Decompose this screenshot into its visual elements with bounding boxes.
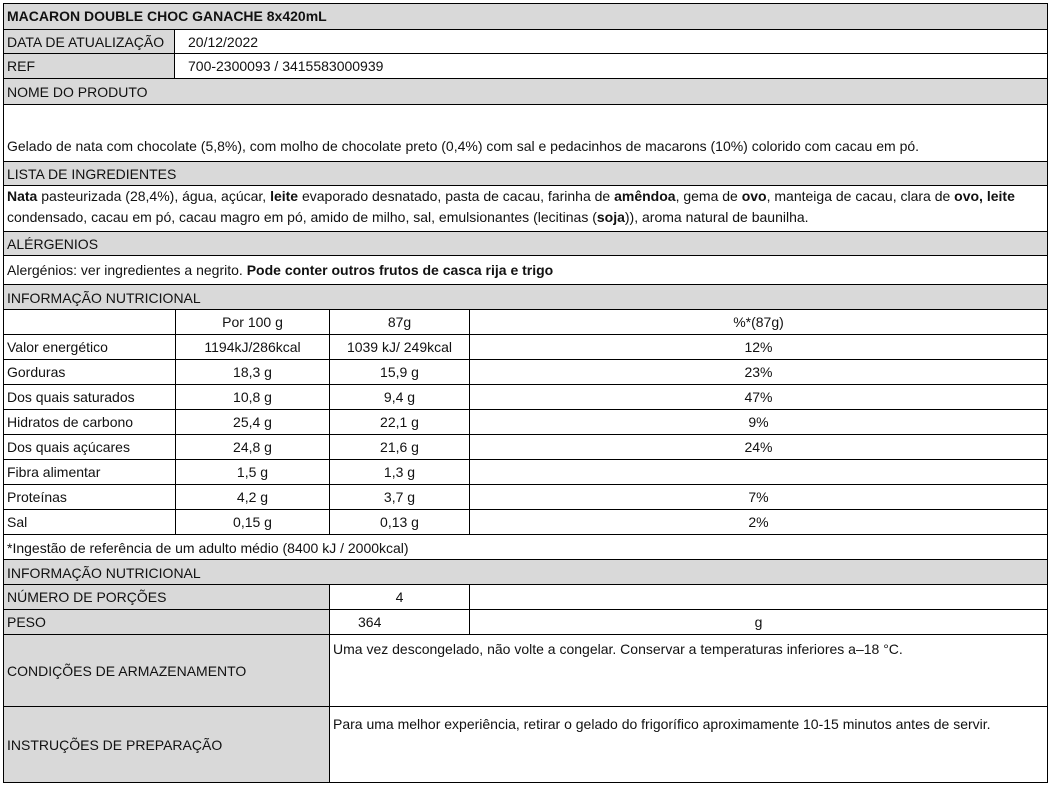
nutrition-header-per100: Por 100 g <box>176 310 330 334</box>
nutrient-portion: 1039 kJ/ 249kcal <box>330 335 470 359</box>
product-description: Gelado de nata com chocolate (5,8%), com molho de chocolate preto (0,4%) com sal e pedacinhos de macarons (10%) colorido com cacau em pó. <box>7 138 920 154</box>
allergens-warning: Pode conter outros frutos de casca rija e trigo <box>246 262 554 278</box>
nutrient-name: Proteínas <box>4 485 176 509</box>
ingredient-allergen: soja <box>596 209 625 225</box>
nutrition-header <box>4 285 1047 310</box>
update-value: 20/12/2022 <box>188 33 259 50</box>
preparation-text: Para uma melhor experiência, retirar o gelado do frigorífico aproximamente 10-15 minutos antes de servir. <box>333 716 991 732</box>
nutrient-name: Gorduras <box>4 360 176 384</box>
nutrition-header-ri: %*(87g) <box>733 314 784 330</box>
nutrient-per100: 1194kJ/286kcal <box>176 335 330 359</box>
nutrient-ri: 7% <box>748 489 769 505</box>
nutrient-ri <box>470 460 1047 484</box>
ref-label: REF <box>4 54 175 78</box>
ingredient-text: , gema de <box>675 188 742 204</box>
ref-value: 700-2300093 / 3415583000939 <box>188 58 384 74</box>
weight-label: PESO <box>4 610 330 634</box>
product-description-row <box>4 105 1047 162</box>
nutrient-ri: 23% <box>744 364 773 380</box>
portions-row <box>4 585 1047 610</box>
nutrient-ri: 24% <box>744 439 773 455</box>
allergens-header <box>4 232 1047 256</box>
nutrient-name: Valor energético <box>4 335 176 359</box>
ingredients-label: LISTA DE INGREDIENTES <box>7 166 177 182</box>
nutrient-name: Dos quais saturados <box>4 385 176 409</box>
ingredient-allergen: Nata <box>7 188 38 204</box>
nutrition-column-headers <box>4 310 1047 335</box>
nutrition-footnote: *Ingestão de referência de um adulto médio (8400 kJ / 2000kcal) <box>7 540 409 556</box>
nutrient-ri: 9% <box>748 414 769 430</box>
ingredient-text: evaporado desnatado, pasta de cacau, farinha de <box>298 188 615 204</box>
allergens-label: ALÉRGENIOS <box>7 236 99 252</box>
weight-value: 364 <box>330 610 470 634</box>
product-spec-sheet <box>3 3 1048 783</box>
nutrient-portion: 0,13 g <box>330 510 470 534</box>
storage-text: Uma vez descongelado, não volte a congelar. Conservar a temperaturas inferiores a–18 °C. <box>333 641 903 657</box>
nutrient-portion: 3,7 g <box>330 485 470 509</box>
preparation-row <box>4 707 1047 782</box>
nutrition2-header <box>4 560 1047 585</box>
nutrient-ri: 12% <box>744 339 773 355</box>
product-title: MACARON DOUBLE CHOC GANACHE 8x420mL <box>7 8 327 24</box>
nutrient-portion: 21,6 g <box>330 435 470 459</box>
storage-label: CONDIÇÕES DE ARMAZENAMENTO <box>4 635 330 706</box>
ingredient-text: pasteurizada (28,4%), água, açúcar, <box>37 188 271 204</box>
nutrient-per100: 18,3 g <box>176 360 330 384</box>
nutrient-per100: 24,8 g <box>176 435 330 459</box>
nutrient-portion: 15,9 g <box>330 360 470 384</box>
nutrient-per100: 1,5 g <box>176 460 330 484</box>
nutrition-row <box>4 360 1047 385</box>
ingredient-allergen: amêndoa <box>614 188 676 204</box>
ingredient-text: condensado, cacau em pó, cacau magro em pó, amido de milho, sal, emulsionantes (lecitinas ( <box>7 209 597 225</box>
nutrition-row <box>4 335 1047 360</box>
nutrient-name: Hidratos de carbono <box>4 410 176 434</box>
allergens-text <box>7 262 553 278</box>
nutrition-row <box>4 485 1047 510</box>
nutrient-per100: 4,2 g <box>176 485 330 509</box>
weight-unit: g <box>754 614 763 630</box>
nutrient-name: Sal <box>4 510 176 534</box>
nutrient-portion: 9,4 g <box>330 385 470 409</box>
nutrition-row <box>4 435 1047 460</box>
portions-empty <box>470 585 1047 609</box>
nutrition-row <box>4 460 1047 485</box>
nutrition-header-name <box>4 310 176 334</box>
nutrition-footnote-row <box>4 535 1047 560</box>
nutrient-name: Fibra alimentar <box>4 460 176 484</box>
nutrition-label: INFORMAÇÃO NUTRICIONAL <box>7 290 201 306</box>
nutrient-ri: 2% <box>748 514 769 530</box>
product-header <box>4 79 1047 105</box>
update-label: DATA DE ATUALIZAÇÃO <box>4 30 175 53</box>
allergens-note: Alergénios: ver ingredientes a negrito. <box>7 262 247 278</box>
ingredient-text: )), aroma natural de baunilha. <box>624 209 809 225</box>
storage-row <box>4 635 1047 707</box>
nutrition-row <box>4 510 1047 535</box>
nutrient-portion: 1,3 g <box>330 460 470 484</box>
portions-label: NÚMERO DE PORÇÕES <box>4 585 330 609</box>
nutrition-row <box>4 410 1047 435</box>
ingredients-text <box>7 186 1037 228</box>
portions-value: 4 <box>330 585 470 609</box>
allergens-row <box>4 256 1047 285</box>
nutrient-portion: 22,1 g <box>330 410 470 434</box>
nutrient-per100: 25,4 g <box>176 410 330 434</box>
ingredients-row <box>4 186 1047 232</box>
nutrient-per100: 10,8 g <box>176 385 330 409</box>
nutrient-per100: 0,15 g <box>176 510 330 534</box>
ingredient-allergen: ovo, leite <box>954 188 1015 204</box>
update-row <box>4 30 1047 54</box>
nutrient-name: Dos quais açúcares <box>4 435 176 459</box>
nutrition2-label: INFORMAÇÃO NUTRICIONAL <box>7 565 201 581</box>
ingredient-allergen: ovo <box>741 188 767 204</box>
ingredients-header <box>4 162 1047 186</box>
weight-row <box>4 610 1047 635</box>
ref-row <box>4 54 1047 79</box>
nutrition-row <box>4 385 1047 410</box>
product-label: NOME DO PRODUTO <box>7 84 148 100</box>
preparation-label: INSTRUÇÕES DE PREPARAÇÃO <box>4 707 330 782</box>
ingredient-allergen: leite <box>270 188 299 204</box>
title-row <box>4 4 1047 30</box>
nutrition-header-portion: 87g <box>330 310 470 334</box>
ingredient-text: , manteiga de cacau, clara de <box>766 188 955 204</box>
nutrient-ri: 47% <box>744 389 773 405</box>
